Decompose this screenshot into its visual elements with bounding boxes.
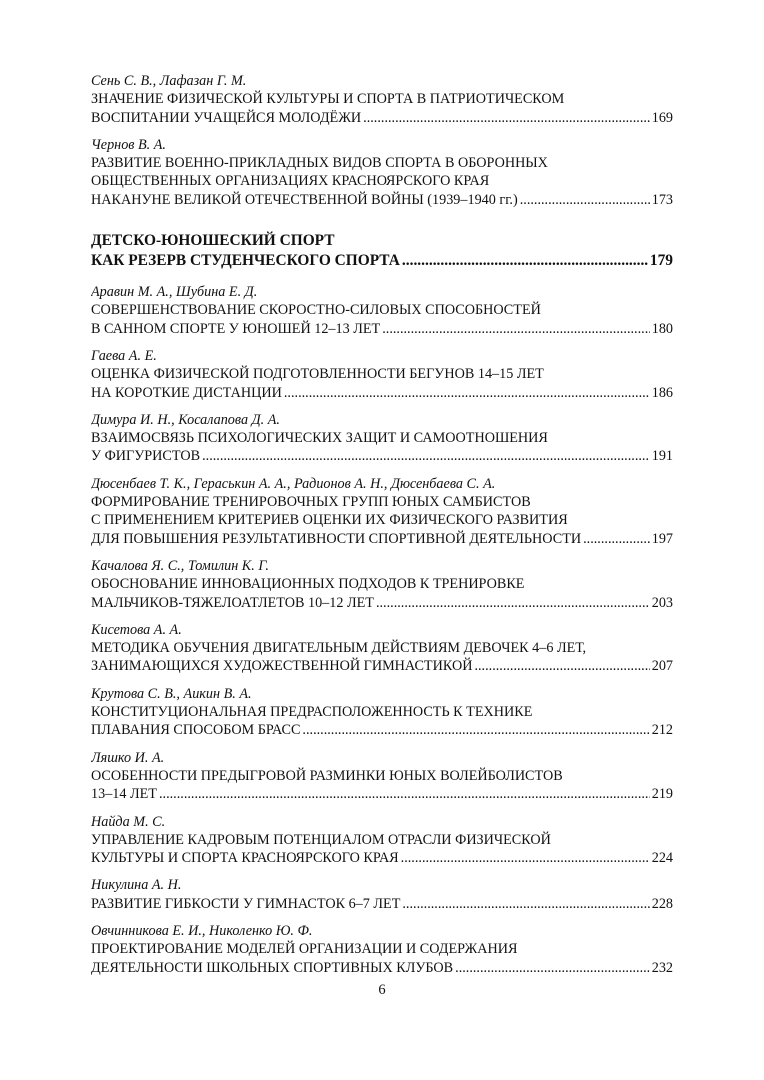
entry-authors: Сень С. В., Лафазан Г. М. — [91, 73, 247, 89]
toc-entry — [91, 283, 673, 338]
section-title-line-1: ДЕТСКО-ЮНОШЕСКИЙ СПОРТ — [91, 232, 335, 250]
entry-authors: Качалова Я. С., Томилин К. Г. — [91, 557, 269, 574]
dot-leader — [200, 447, 650, 465]
entry-authors: Крутова С. В., Аикин В. А. — [91, 685, 252, 702]
entry-title-last-line — [91, 785, 673, 803]
entry-title-last-line — [91, 530, 673, 548]
entry-title-text: В САННОМ СПОРТЕ У ЮНОШЕЙ 12–13 ЛЕТ — [91, 320, 381, 337]
toc-entry — [91, 813, 673, 868]
dot-leader — [374, 594, 650, 612]
dot-leader — [472, 657, 649, 675]
page-number: 6 — [378, 982, 386, 998]
entry-authors: Аравин М. А., Шубина Е. Д. — [91, 284, 258, 301]
entry-title-line: ВЗАИМОСВЯЗЬ ПСИХОЛОГИЧЕСКИХ ЗАЩИТ И САМООТНОШЕНИЯ — [91, 430, 548, 447]
toc-entry — [91, 347, 673, 402]
toc-entry — [91, 136, 673, 209]
entry-title-text: У ФИГУРИСТОВ — [91, 448, 201, 465]
entry-page-number: 219 — [651, 786, 673, 803]
entry-title-line: МЕТОДИКА ОБУЧЕНИЯ ДВИГАТЕЛЬНЫМ ДЕЙСТВИЯМ ДЕВОЧЕК 4–6 ЛЕТ, — [91, 640, 587, 657]
entry-title-line: УПРАВЛЕНИЕ КАДРОВЫМ ПОТЕНЦИАЛОМ ОТРАСЛИ ФИЗИЧЕСКОЙ — [91, 831, 551, 848]
toc-entry — [91, 475, 673, 548]
entry-page-number: 186 — [651, 384, 673, 401]
entry-title-text: ДЛЯ ПОВЫШЕНИЯ РЕЗУЛЬТАТИВНОСТИ СПОРТИВНОЙ ДЕЯТЕЛЬНОСТИ — [91, 530, 582, 547]
entry-page-number: 207 — [651, 658, 673, 675]
section-page-number: 179 — [649, 252, 673, 270]
entry-page-number: 224 — [651, 850, 673, 867]
entry-title-last-line — [91, 109, 673, 127]
entry-title-last-line — [91, 384, 673, 402]
toc-entry — [91, 749, 673, 804]
toc-entry — [91, 72, 673, 127]
entry-title-last-line — [91, 320, 673, 338]
toc-entry — [91, 411, 673, 466]
dot-leader — [157, 785, 650, 803]
entry-authors: Дюсенбаев Т. К., Гераськин А. А., Радионов А. Н., Дюсенбаева С. А. — [91, 475, 496, 492]
entry-title-text: МАЛЬЧИКОВ-ТЯЖЕЛОАТЛЕТОВ 10–12 ЛЕТ — [91, 594, 374, 611]
entry-title-last-line — [91, 594, 673, 612]
entry-authors: Кисетова А. А. — [91, 621, 182, 638]
toc-entry — [91, 922, 673, 977]
entry-title-text: ДЕЯТЕЛЬНОСТИ ШКОЛЬНЫХ СПОРТИВНЫХ КЛУБОВ — [91, 959, 454, 976]
toc-entry — [91, 557, 673, 612]
entry-title-line: ЗНАЧЕНИЕ ФИЗИЧЕСКОЙ КУЛЬТУРЫ И СПОРТА В ПАТРИОТИЧЕСКОМ — [91, 91, 565, 108]
dot-leader — [518, 191, 650, 209]
section-title-text: КАК РЕЗЕРВ СТУДЕНЧЕСКОГО СПОРТА — [91, 252, 400, 270]
dot-leader — [400, 895, 649, 913]
section-heading — [91, 231, 673, 271]
entry-authors: Димура И. Н., Косалапова Д. А. — [91, 411, 280, 428]
entry-page-number: 228 — [651, 895, 673, 912]
entries-main — [91, 283, 673, 977]
dot-leader — [361, 109, 650, 127]
entry-title-line: ОБОСНОВАНИЕ ИННОВАЦИОННЫХ ПОДХОДОВ К ТРЕНИРОВКЕ — [91, 576, 525, 593]
toc-entry — [91, 621, 673, 676]
entry-title-line: СОВЕРШЕНСТВОВАНИЕ СКОРОСТНО-СИЛОВЫХ СПОСОБНОСТЕЙ — [91, 302, 541, 319]
entry-title-line: ОСОБЕННОСТИ ПРЕДЫГРОВОЙ РАЗМИНКИ ЮНЫХ ВОЛЕЙБОЛИСТОВ — [91, 767, 563, 784]
entry-page-number: 197 — [651, 530, 673, 547]
entry-title-text: НА КОРОТКИЕ ДИСТАНЦИИ — [91, 384, 282, 401]
dot-leader — [300, 721, 649, 739]
dot-leader — [581, 530, 650, 548]
entry-page-number: 212 — [651, 722, 673, 739]
entry-title-line: С ПРИМЕНЕНИЕМ КРИТЕРИЕВ ОЦЕНКИ ИХ ФИЗИЧЕСКОГО РАЗВИТИЯ — [91, 512, 568, 529]
entry-authors: Овчинникова Е. И., Николенко Ю. Ф. — [91, 922, 313, 939]
entry-title-line: КОНСТИТУЦИОНАЛЬНАЯ ПРЕДРАСПОЛОЖЕННОСТЬ К ТЕХНИКЕ — [91, 704, 533, 721]
entry-title-line: ОЦЕНКА ФИЗИЧЕСКОЙ ПОДГОТОВЛЕННОСТИ БЕГУНОВ 14–15 ЛЕТ — [91, 366, 544, 383]
dot-leader — [453, 959, 650, 977]
entry-title-line: ОБЩЕСТВЕННЫХ ОРГАНИЗАЦИЯХ КРАСНОЯРСКОГО КРАЯ — [91, 173, 490, 190]
entry-page-number: 173 — [651, 191, 673, 208]
entry-title-line: ФОРМИРОВАНИЕ ТРЕНИРОВОЧНЫХ ГРУПП ЮНЫХ САМБИСТОВ — [91, 494, 531, 511]
entry-authors: Чернов В. А. — [91, 136, 166, 153]
entry-title-text: РАЗВИТИЕ ГИБКОСТИ У ГИМНАСТОК 6–7 ЛЕТ — [91, 895, 401, 912]
entries-top — [91, 72, 673, 209]
entry-authors: Ляшко И. А. — [91, 749, 165, 766]
entry-title-line: ПРОЕКТИРОВАНИЕ МОДЕЛЕЙ ОРГАНИЗАЦИИ И СОДЕРЖАНИЯ — [91, 941, 518, 958]
entry-title-text: ВОСПИТАНИИ УЧАЩЕЙСЯ МОЛОДЁЖИ — [91, 109, 362, 126]
entry-title-last-line — [91, 849, 673, 867]
dot-leader — [399, 849, 650, 867]
entry-title-text: ЗАНИМАЮЩИХСЯ ХУДОЖЕСТВЕННОЙ ГИМНАСТИКОЙ — [91, 658, 473, 675]
entry-title-last-line — [91, 447, 673, 465]
entry-title-last-line — [91, 191, 673, 209]
section-title-line-2 — [91, 251, 673, 271]
entry-page-number: 203 — [651, 594, 673, 611]
entry-authors: Гаева А. Е. — [91, 347, 157, 364]
toc-entry — [91, 876, 673, 913]
entry-title-last-line — [91, 959, 673, 977]
entry-page-number: 191 — [651, 448, 673, 465]
table-of-contents — [91, 72, 673, 986]
entry-authors: Найда М. С. — [91, 813, 166, 830]
toc-entry — [91, 685, 673, 740]
entry-title-last-line — [91, 657, 673, 675]
dot-leader — [400, 251, 648, 271]
entry-page-number: 169 — [651, 109, 673, 126]
entry-title-text: 13–14 ЛЕТ — [91, 786, 157, 803]
entry-page-number: 232 — [651, 959, 673, 976]
dot-leader — [282, 384, 650, 402]
entry-authors: Никулина А. Н. — [91, 877, 182, 894]
dot-leader — [380, 320, 650, 338]
entry-title-last-line — [91, 895, 673, 913]
entry-title-last-line — [91, 721, 673, 739]
entry-page-number: 180 — [651, 320, 673, 337]
entry-title-line: РАЗВИТИЕ ВОЕННО-ПРИКЛАДНЫХ ВИДОВ СПОРТА В ОБОРОННЫХ — [91, 155, 548, 172]
entry-title-text: КУЛЬТУРЫ И СПОРТА КРАСНОЯРСКОГО КРАЯ — [91, 850, 399, 867]
entry-title-text: ПЛАВАНИЯ СПОСОБОМ БРАСС — [91, 722, 301, 739]
entry-title-text: НАКАНУНЕ ВЕЛИКОЙ ОТЕЧЕСТВЕННОЙ ВОЙНЫ (1939–1940 гг.) — [91, 191, 518, 208]
